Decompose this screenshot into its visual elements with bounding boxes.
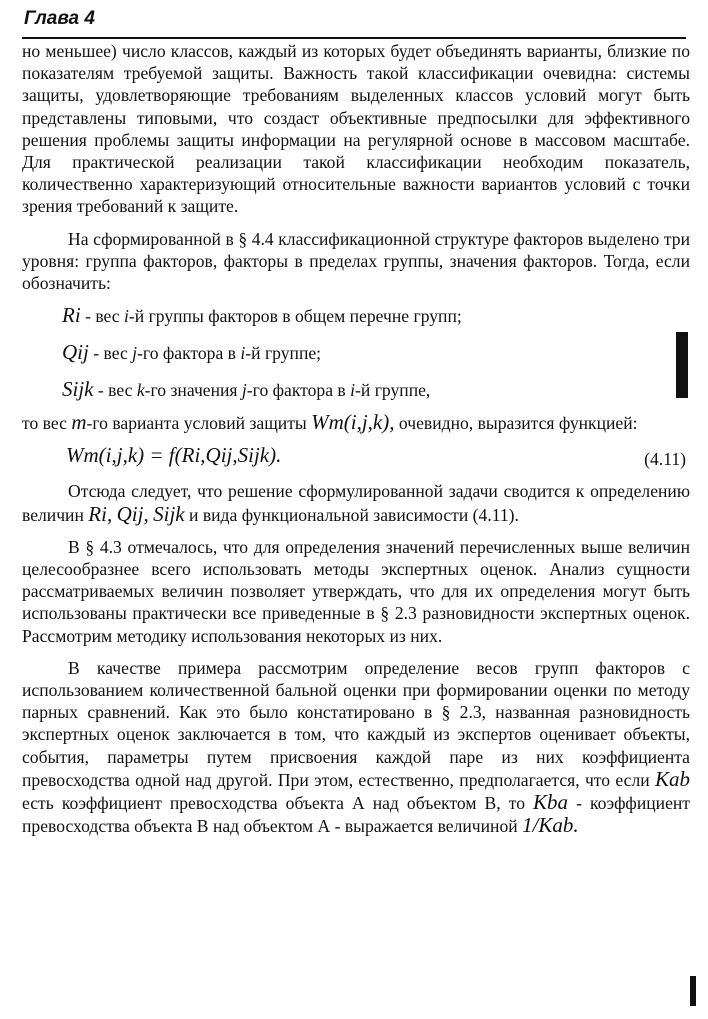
header-rule (22, 37, 686, 39)
definition-s: Sijk - вес k-го значения j-го фактора в i-й группе, (62, 377, 431, 402)
definition-r: Ri - вес i-й группы факторов в общем перечне групп; (62, 303, 462, 328)
symbol-s: Sijk (62, 377, 94, 402)
scan-artifact-mark (676, 332, 688, 398)
definition-q: Qij - вес j-го фактора в i-й группе; (62, 340, 322, 365)
paragraph-2: На сформированной в § 4.4 классификационной структуре факторов выделено три уровня: группа факторов, факторы в пределах группы, значения факторов. Тогда, если обозначить: (22, 228, 690, 294)
paragraph-5: В § 4.3 отмечалось, что для определения значений перечисленных выше величин целесообразнее всего использовать методы экспертных оценок. Анализ сущности рассматриваемых величин позволяет утверждать, что для их определения могут быть использованы практически все приведенные в § 2.3 разновидности экспертных оценок. Рассмотрим методику использования некоторых из них. (22, 536, 690, 646)
symbol-r: Ri (62, 303, 81, 328)
paragraph-1: но меньшее) число классов, каждый из которых будет объединять варианты, близкие по показателям требуемой защиты. Важность такой классификации очевидна: системы защиты, удовлетворяющие требованиям выделенных классов условий могут быть представлены типовыми, что создаст объективные предпосылки для эффективного решения проблемы защиты информации на регулярной основе в массовом масштабе. Для практической реализации такой классификации необходим показатель, количественно характеризующий относительные важности вариантов условий с точки зрения требований к защите. (22, 41, 690, 217)
formula-4-11 (22, 440, 690, 480)
formula-number: (4.11) (644, 449, 686, 470)
paragraph-4: Отсюда следует, что решение сформулированной задачи сводится к определению величин Ri, Qij, Sijk и вида функциональной зависимости (4.11). (22, 481, 690, 526)
formula-expression: Wm(i,j,k) = f(Ri,Qij,Sijk). (66, 443, 282, 468)
chapter-title: Глава 4 (24, 8, 95, 29)
expression-wm: Wm(i,j,k), (311, 410, 395, 435)
paragraph-3: то вес m-го варианта условий защиты Wm(i,j,k), очевидно, выразится функцией: (22, 410, 638, 435)
paragraph-6: В качестве примера рассмотрим определение весов групп факторов с использованием количественной бальной оценки при формировании оценки по методу парных сравнений. Как это было констатировано в § 2.3, названная разновидность экспертных оценок заключается в том, что каждый из экспертов оценивает объекты, события, параметры путем присвоения каждой паре из них коэффициента превосходства одной над другой. При этом, естественно, предполагается, что если Kab есть коэффициент превосходства объекта А над объектом В, то Kba - коэффициент превосходства объекта В над объектом А - выражается величиной 1/Kab. (22, 657, 690, 838)
page-body (22, 40, 690, 837)
symbol-q: Qij (62, 340, 89, 365)
scan-artifact-mark-bottom (690, 976, 696, 1006)
page-header (22, 6, 686, 34)
